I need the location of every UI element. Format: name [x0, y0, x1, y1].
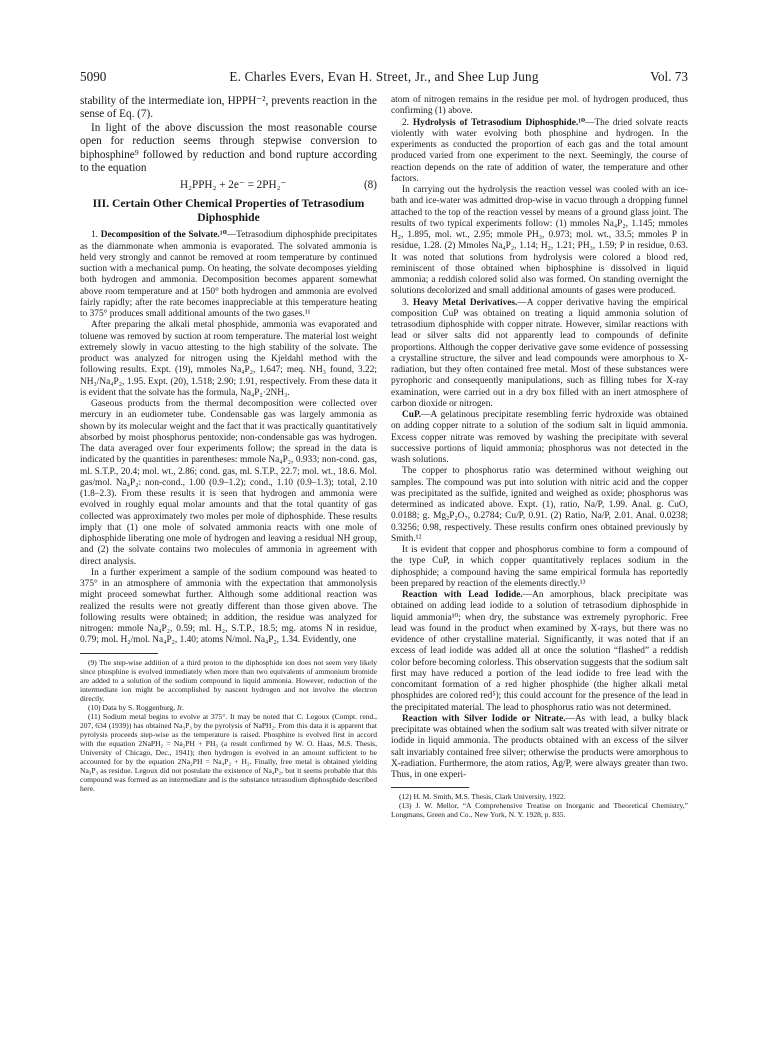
- footnote-12: (12) H. M. Smith, M.S. Thesis, Clark University, 1922.: [399, 792, 566, 802]
- paragraph: After preparing the alkali metal phosphide, ammonia was evaporated and toluene was removed by suction at room temperature. The material lost weight extremely slowly in vacuo attesting to the high stability of the solvate. The product was analyzed for nitrogen using the Kjeldahl method with the following results. Expt. (19), mmoles Na₄P₂, 1.647; meq. NH₃ found, 3.22; NH₃/Na₄P₂, 1.95. Expt. (20), 1.518; 2.90; 1.91, respectively. From these data it is evident that the solvate has the formula, Na₄P₂·2NH₃.: [80, 320, 377, 398]
- paragraph-heading: Heavy Metal Derivatives.: [413, 297, 518, 308]
- footnote-10: (10) Data by S. Roggenburg, Jr.: [88, 702, 184, 712]
- equation-8: [80, 178, 377, 192]
- paragraph-heading: Reaction with Silver Iodide or Nitrate.: [402, 713, 566, 724]
- paragraph-heading: Hydrolysis of Tetrasodium Diphosphide.¹⁰: [412, 117, 586, 128]
- paragraph-body: —As with lead, a bulky black precipitate was obtained when the sodium salt was treated with silver nitrate or iodide in liquid ammonia. The products obtained with an excess of the silver salt invariably contained free silver; otherwise the products were amorphous to X-radiation. Furthermore, the atom ratios, Ag/P, were always greater than two. Thus, in one experi-: [391, 713, 688, 780]
- left-column: [80, 95, 377, 793]
- paragraph: [391, 118, 688, 186]
- paragraph: [391, 714, 688, 782]
- footnote-rule: [391, 787, 469, 788]
- footnote-13: (13) J. W. Mellor, “A Comprehensive Treatise on Inorganic and Theoretical Chemistry,” Longmans, Green and Co., New York, N. Y. 1928, p. 835.: [391, 801, 688, 820]
- paragraph-body: —Tetrasodium diphosphide precipitates as the diammonate when ammonia is evaporated. The solvated ammonia is held very strongly and cannot be removed at room temperature by continued suction with a mechanical pump. On heating, the solvate decomposes yielding both hydrogen and ammonia. Decomposition becomes apparent somewhat above room temperature and at 150° both hydrogen and ammonia are evolved fairly rapidly; after the rate becomes inappreciable at this temperature heating to 375° produces small additional amounts of the two gases.¹¹: [80, 230, 377, 320]
- paragraph: atom of nitrogen remains in the residue per mol. of hydrogen produced, thus confirming (1) above.: [391, 95, 688, 117]
- paragraph: In light of the above discussion the most reasonable course open for reduction seems through stepwise conversion to biphosphine⁹ followed by reduction and bond rupture according to the equation: [80, 121, 377, 175]
- paragraph: It is evident that copper and phosphorus combine to form a compound of the type CuP, in which copper quantitatively replaces sodium in the diphosphide; a compound having the same empirical formula has reportedly been prepared by reaction of the elements directly.¹³: [391, 545, 688, 589]
- paragraph: stability of the intermediate ion, HPPH⁻², prevents reaction in the sense of Eq. (7).: [80, 95, 377, 121]
- right-column: [391, 95, 688, 819]
- footnote-11: (11) Sodium metal begins to evolve at 375°. It may be noted that C. Legoux (Compt. rend., 207, 634 (1939)) has obtained Na₃P₃ by the pyrolysis of NaPH₂. From this data it is apparent that pyrolysis proceeds step-wise as the temperature is raised. Phosphine is evolved first in accord with the equation 2NaPH₂ = Na₂PH + PH₃ (a result confirmed by W. O. Haas, M.S. Thesis, University of Chicago, Dec., 1941); then hydrogen is evolved in an amount sufficient to be accounted for by the equation 2Na₂PH = Na₄P₂ + H₂. Finally, free metal is obtained yielding Na₃P₃ as residue. Legoux did not postulate the existence of Na₄P₂, but it seems probable that this compound was formed as an intermediate and is the substance tetrasodium diphosphide described here.: [80, 711, 377, 794]
- paragraph: Gaseous products from the thermal decomposition were collected over mercury in an eudiometer tube. Condensable gas was largely ammonia as shown by its molecular weight and the fact that it was practically quantitatively absorbed by moist phosphorus pentoxide; non-condensable gas was hydrogen. The data averaged over four experiments follow; the spread in the data is indicated by the quantities in parentheses: mmole Na₄P₂, 0.933; non-cond. gas, ml. S.T.P., 20.4; mol. wt., 2.86; cond. gas, ml. S.T.P., 22.7; mol. wt., 18.6. Mol. gas/mol. Na₄P₂: non-cond., 1.00 (0.9–1.2); cond., 1.10 (0.9–1.3); total, 2.10 (1.8–2.3). From these results it is seen that hydrogen and ammonia were evolved in roughly equal molar amounts and that the total quantity of gas collected was approximately two moles per mole of diphosphide. These results imply that (1) one mole of solvated ammonia reacts with one mole of diphosphide liberating one mole of hydrogen and leaving a residual NH group, and (2) the solvate contains two molecules of ammonia in agreement with direct analysis.: [80, 399, 377, 567]
- running-header: [80, 69, 688, 85]
- paragraph: [391, 590, 688, 714]
- item-number: 2.: [402, 117, 410, 128]
- paragraph-body: —An amorphous, black precipitate was obtained on adding lead iodide to a solution of tetrasodium diphosphide in liquid ammonia¹⁰; when dry, the substance was extremely pyrophoric. Free lead was found in the product when examined by X-rays, but there was no evidence of other crystalline material. Significantly, it was noted that if an excess of lead iodide was added all at once the solution “flashed” a reddish color before becoming colorless. This observation suggests that the sodium salt first may have reduced a portion of the lead iodide to free lead with the concomitant formation of a red higher phosphide (the higher alkali metal phosphides are colored red⁵); this could account for the presence of the lead in the precipitated material. The lead to phosphorus ratio was not determined.: [391, 590, 688, 713]
- item-number: 3.: [402, 297, 410, 308]
- paragraph: [391, 410, 688, 466]
- section-title: III. Certain Other Chemical Properties of Tetrasodium Diphosphide: [92, 197, 365, 224]
- equation-text: H₂PPH₂ + 2e⁻ = 2PH₂⁻: [180, 179, 287, 192]
- paragraph-body: —The dried solvate reacts violently with water evolving both phosphine and hydrogen. In the experiments as conducted the proportion of each gas and the total amount produced varied from one experiment to the next. Seemingly, the course of reaction depends on the rate of addition of water, the temperature and other factors.: [391, 117, 688, 184]
- paragraph-heading: Decomposition of the Solvate.¹⁰: [100, 230, 227, 241]
- paragraph: [391, 298, 688, 411]
- paragraph: In a further experiment a sample of the sodium compound was heated to 375° in an atmosphere of ammonia with the expectation that ammonolysis might proceed somewhat further. Although some additional reaction was realized the results were not greatly different than those given above. The following results were obtained; in addition, the residue was analyzed for nitrogen: mmole Na₄P₂, 0.59; ml. H₂, S.T.P., 18.5; mg. atoms N in residue, 0.79; mol. H₂/mol. Na₄P₂, 1.40; atoms N/mol. Na₄P₂, 1.34. Evidently, one: [80, 567, 377, 646]
- paragraph: [80, 230, 377, 320]
- volume-label: Vol. 73: [650, 69, 688, 84]
- paragraph-body: —A copper derivative having the empirical composition CuP was obtained on treating a liquid ammonia solution of tetrasodium diphosphide with copper nitrate. However, similar reactions with lead or silver salts did not apparently lead to compounds of definite proportions. Although the copper derivative gave some evidence of possessing a crystalline structure, the silver and lead compounds were amorphous to X-radiation, but they often contained free metal. Most of these substances were pyrophoric and consequently manipulations, such as filling tubes for X-ray examination, were carried out in a dry box filled with an inert atmosphere of carbon dioxide or nitrogen.: [391, 297, 688, 409]
- paragraph-heading: CuP.: [402, 410, 422, 420]
- running-authors: E. Charles Evers, Evan H. Street, Jr., and Shee Lup Jung: [229, 69, 539, 84]
- equation-number: (8): [363, 179, 377, 192]
- paragraph: In carrying out the hydrolysis the reaction vessel was cooled with an ice-bath and ice-water was admitted drop-wise in vacuo through a dropping funnel attached to the top of the reaction vessel by means of a ground glass joint. The results of two typical experiments follow: (1) mmoles Na₄P₂, 1.145; mmoles H₂, 1.895, mol. wt., 2.95; mmole PH₃, 0.973; mol. wt., 33.5; mmoles P in residue, 1.28. (2) Mmoles Na₄P₂, 1.14; H₂, 1.21; PH₃, 1.59; P in residue, 0.63. It was noted that solutions from hydrolysis were colored a blood red, reminiscent of those obtained when biphosphine is dissolved in liquid ammonia; a reddish colored solid also was formed. On standing overnight the solutions decolorized and small additional amounts of gases were produced.: [391, 185, 688, 297]
- page-number: 5090: [80, 69, 107, 84]
- footnote-9: (9) The step-wise addition of a third proton to the diphosphide ion does not seem very likely since phosphine is evolved immediately when more than two equivalents of ammonium bromide are added to a solution of the sodium compound in liquid ammonia. However, reduction of the intermediate ion might be accomplished by nascent hydrogen and not involve the electron directly.: [80, 657, 377, 703]
- paragraph: The copper to phosphorus ratio was determined without weighing out samples. The compound was put into solution with nitric acid and the copper was precipitated as the sulfide, ignited and weighed as oxide; phosphorus was determined as indicated above. Expt. (1), ratio, Na/P, 1.99. Anal. g. CuO, 0.0188; g. Mg₂P₂O₇, 0.2784; Cu/P, 0.91. (2) Ratio, Na/P, 2.01. Anal. 0.0238; 0.3256; 0.98, respectively. These results confirm ones obtained previously by Smith.¹²: [391, 466, 688, 544]
- footnote-rule: [80, 653, 158, 654]
- item-number: 1.: [91, 230, 99, 241]
- paragraph-body: —A gelatinous precipitate resembling ferric hydroxide was obtained on adding copper nitrate to a solution of the sodium salt in liquid ammonia. Excess copper nitrate was removed by washing the precipitate with several successive portions of liquid ammonia; phosphorus was not detected in the wash solutions.: [391, 410, 688, 465]
- paragraph-heading: Reaction with Lead Iodide.: [402, 590, 523, 600]
